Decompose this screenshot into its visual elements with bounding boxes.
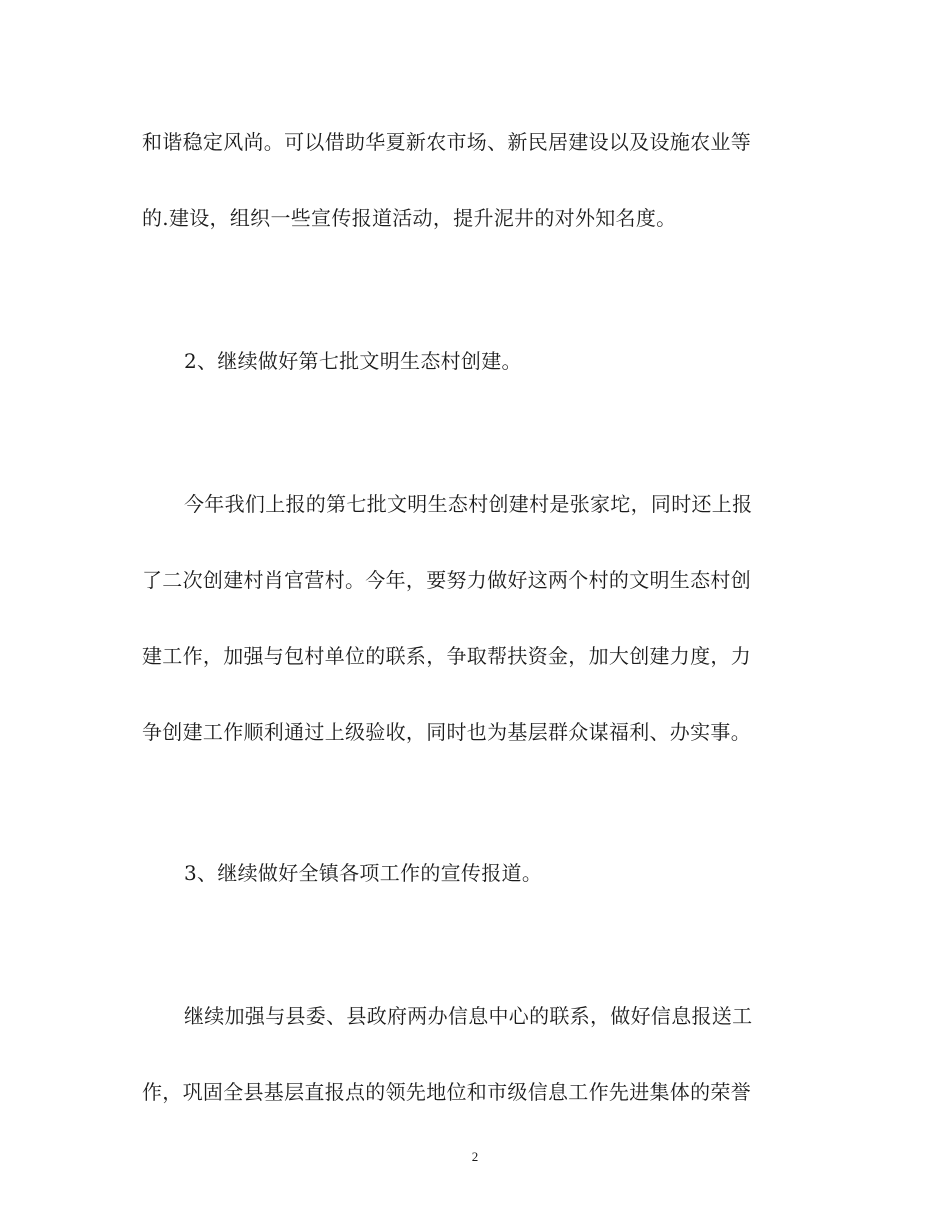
page-number: 2 — [471, 1149, 479, 1164]
section-heading-3: 3、继续做好全镇各项工作的宣传报道。 — [184, 861, 543, 885]
paragraph-line-1: 和谐稳定风尚。可以借助华夏新农市场、新民居建设以及设施农业等 — [142, 130, 751, 154]
paragraph-line-3: 今年我们上报的第七批文明生态村创建村是张家坨，同时还上报 — [184, 492, 753, 516]
paragraph-line-8: 作，巩固全县基层直报点的领先地位和市级信息工作先进集体的荣誉 — [142, 1080, 751, 1104]
paragraph-line-2: 的.建设，组织一些宣传报道活动，提升泥井的对外知名度。 — [142, 206, 677, 230]
paragraph-line-4: 了二次创建村肖官营村。今年，要努力做好这两个村的文明生态村创 — [142, 568, 751, 592]
paragraph-line-6: 争创建工作顺利通过上级验收，同时也为基层群众谋福利、办实事。 — [142, 720, 751, 744]
paragraph-line-7: 继续加强与县委、县政府两办信息中心的联系，做好信息报送工 — [184, 1004, 753, 1028]
section-heading-2: 2、继续做好第七批文明生态村创建。 — [184, 349, 522, 373]
paragraph-line-5: 建工作，加强与包村单位的联系，争取帮扶资金，加大创建力度，力 — [142, 644, 751, 668]
